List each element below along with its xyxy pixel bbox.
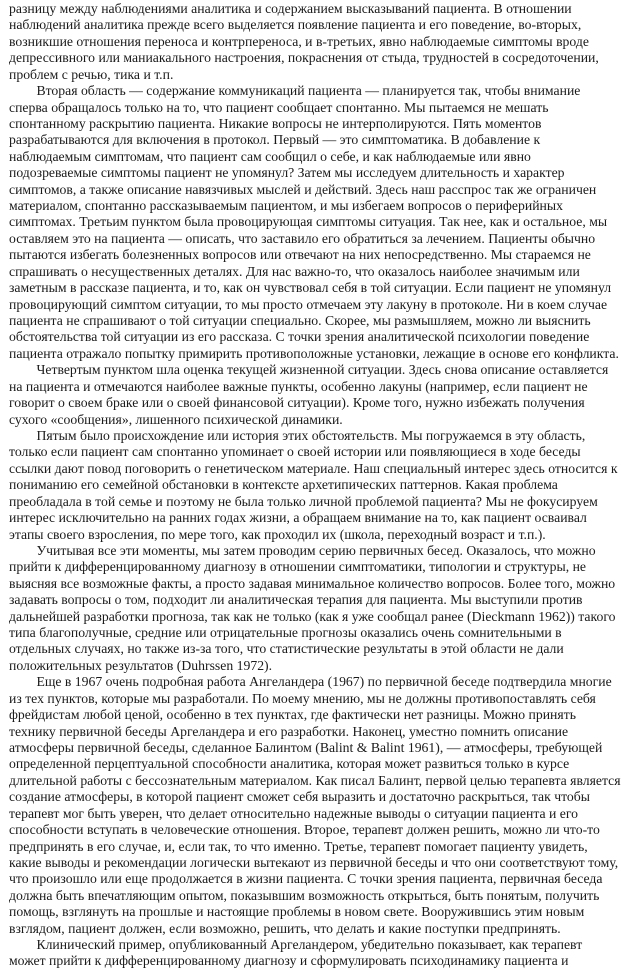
text-line: выясняя все возможные факты, а просто задавая минимальное количество вопросов. Более того, можно bbox=[9, 575, 616, 591]
text-line: преобладала в той семье и поэтому не была только личной проблемой пациента? Мы не фокусируем bbox=[9, 493, 598, 509]
text-line: помощь, взглянуть на прошлые и настоящие проблемы в новом свете. Вооружившись этим новым bbox=[9, 904, 585, 920]
text-line: терапевт мог быть уверен, что делает относительно надежные выводы о ситуации пациента и его bbox=[9, 805, 579, 821]
text-line: может прийти к дифференцированному диагнозу и сформулировать психодинамику пациента и bbox=[9, 953, 569, 969]
text-line: ссылки дают повод поговорить о генетическом материале. Наш специальный интерес здесь относится к bbox=[9, 460, 618, 476]
text-line: должна быть впечатляющим опытом, показывшим возможность открыться, быть понятым, получить bbox=[9, 887, 600, 903]
text-line: прийти к дифференцированному диагнозу в отношении симптоматики, типологии и структуры, не bbox=[9, 559, 587, 575]
text-line: отдельных случаях, но также из-за того, что статистические результаты в этой области не дали bbox=[9, 641, 564, 657]
text-line: пациента не спрашивают о той ситуации специально. Скорее, мы размышляем, можно ли выяснить bbox=[9, 313, 591, 329]
text-line: на пациента и отмечаются наиболее важные пункты, особенно лакуны (например, если пациент не bbox=[9, 378, 588, 394]
text-line: интерес исключительно на ранних годах жизни, а обращаем внимание на то, как пациент осваивал bbox=[9, 510, 587, 526]
text-line: из тех пунктов, которые мы разработали. По моему мнению, мы не должны противопоставлять себя bbox=[9, 690, 596, 706]
text-line: материалом, спонтанно рассказываемым пациентом, и мы избегаем вопросов о периферийных bbox=[9, 198, 563, 214]
text-line: симптомов, а также описание навязчивых мыслей и действий. Здесь наш расспрос так же ограничен bbox=[9, 181, 597, 197]
text-line: технику первичной беседы Аргеландера и его разработки. Наконец, уместно помнить описание bbox=[9, 723, 569, 739]
text-line: дальнейшей разработки прогноза, так как не только (как я уже сообщал ранее (Dieckmann 1962)) такого bbox=[9, 608, 616, 624]
text-line: что произошло или еще продолжается в жизни пациента. С точки зрения пациента, первичная беседа bbox=[9, 871, 603, 887]
text-line: провоцирующий симптом ситуации, то мы просто отмечаем эту лакуну в протоколе. Ни в коем случае bbox=[9, 296, 608, 312]
text-line: разницу между наблюдениями аналитика и содержанием высказываний пациента. В отношении bbox=[9, 1, 572, 16]
text-line: спонтанному раскрытию пациента. Никакие вопросы не интерполируются. Пять моментов bbox=[9, 115, 542, 131]
text-line: предпринять в его случае, и, если так, то что именно. Третье, терапевт помогает пациенту увидеть, bbox=[9, 838, 588, 854]
text-line: типа благополучные, средние или отрицательные прогнозы оказались очень сомнительными в bbox=[9, 625, 562, 641]
text-line: обстоятельства той ситуации из его рассказа. С точки зрения аналитической психологии поведение bbox=[9, 329, 590, 345]
text-line: только если пациент сам спонтанно упоминает о своей истории или появляющиеся в ходе беседы bbox=[9, 444, 581, 460]
text-line: оставляем это на пациента — описать, что заставило его обратиться за лечением. Пациенты обычно bbox=[9, 230, 596, 246]
text-body bbox=[9, 1, 621, 970]
text-line: какие выводы и рекомендации логически вытекают из первичной беседы и что они соответствуют тому, bbox=[9, 854, 619, 870]
text-line: Пятым было происхождение или история этих обстоятельств. Мы погружаемся в эту область, bbox=[9, 427, 586, 443]
text-line: пытаются избегать болезненных вопросов или отвечают на них непосредственно. Мы стараемся не bbox=[9, 247, 591, 263]
text-line: говорит о своем браке или о своей финансовой ситуации). Кроме того, нужно избежать получения bbox=[9, 395, 585, 411]
text-line: Учитывая все эти моменты, мы затем проводим серию первичных бесед. Оказалось, что можно bbox=[9, 542, 596, 558]
text-line: пациента отражало попытку примирить противоположные установки, лежащие в основе его конфликта. bbox=[9, 345, 619, 361]
text-line: пониманию его семейной обстановки в контексте архетипических паттернов. Какая проблема bbox=[9, 477, 558, 493]
text-line: определенной перцептуальной способности аналитика, которая может развиться только в курсе bbox=[9, 756, 570, 772]
text-line: спрашивать о несущественных деталях. Для нас важно-то, что оказалось наиболее значимым или bbox=[9, 263, 580, 279]
text-line: депрессивного или маниакального настроения, покраснения от стыда, трудностей в сосредоточении, bbox=[9, 50, 599, 66]
text-line: наблюдаемым симптомам, что пациент сам сообщил о себе, и как наблюдаемые или явно bbox=[9, 148, 531, 164]
text-line: наблюдений аналитика прежде всего выделяется появление пациента и его поведение, во-вторых, bbox=[9, 17, 582, 33]
text-line: этапы своего взросления, по мере того, как проходил их (школа, переходный возраст и т.п.). bbox=[9, 526, 546, 542]
text-line: Клинический пример, опубликованный Аргеландером, убедительно показывает, как терапевт bbox=[9, 937, 583, 953]
text-line: взглядом, пациент должен, если возможно, решить, что делать и какие поступки предпринять. bbox=[9, 920, 561, 936]
text-line: сухого «сообщения», лишенного психической динамики. bbox=[9, 411, 343, 427]
text-line: Еще в 1967 очень подробная работа Ангеландера (1967) по первичной беседе подтвердила многие bbox=[9, 674, 612, 690]
text-line: разрабатываются для включения в протокол. Первый — это симптоматика. В добавление к bbox=[9, 132, 541, 148]
text-line: создание атмосферы, в которой пациент сможет себя выразить и достаточно раскрыться, так чтобы bbox=[9, 789, 590, 805]
text-line: возникшие отношения переноса и контрпереноса, и в-третьих, явно наблюдаемые симптомы вроде bbox=[9, 33, 589, 49]
text-line: задавать вопросы о том, подходит ли аналитическая терапия для пациента. Мы выступили против bbox=[9, 592, 583, 608]
text-line: Вторая область — содержание коммуникаций пациента — планируется так, чтобы внимание bbox=[9, 83, 581, 99]
text-line: длительной работы с бессознательным материалом. Как писал Балинт, первой целью терапевта является bbox=[9, 772, 621, 788]
text-line: симптомах. Третьим пунктом была провоцирующая симптомы ситуация. Так нее, как и остальное, мы bbox=[9, 214, 608, 230]
text-line: проблем с речью, тика и т.п. bbox=[9, 66, 174, 82]
text-line: заметным в рассказе пациента, и то, как он чувствовал себя в той ситуации. Если пациент не упомянул bbox=[9, 280, 612, 296]
text-line: положительных результатов (Duhrssen 1972). bbox=[9, 657, 273, 673]
text-line: подозреваемые симптомы пациент не упомянул? Затем мы исследуем длительность и характер bbox=[9, 165, 565, 181]
text-line: фрейдистам любой ценой, особенно в тех пунктах, где фактически нет разницы. Можно принять bbox=[9, 707, 576, 723]
text-line: способности вступать в человеческие отношения. Второе, терапевт должен решить, можно ли что-то bbox=[9, 822, 600, 838]
text-line: атмосферы первичной беседы, сделанное Балинтом (Balint & Balint 1961), — атмосферы, требующей bbox=[9, 739, 603, 755]
text-line: сперва обращалось только на то, что пациент сообщает спонтанно. Мы пытаемся не мешать bbox=[9, 99, 549, 115]
text-line: Четвертым пунктом шла оценка текущей жизненной ситуации. Здесь снова описание оставляется bbox=[9, 362, 609, 378]
